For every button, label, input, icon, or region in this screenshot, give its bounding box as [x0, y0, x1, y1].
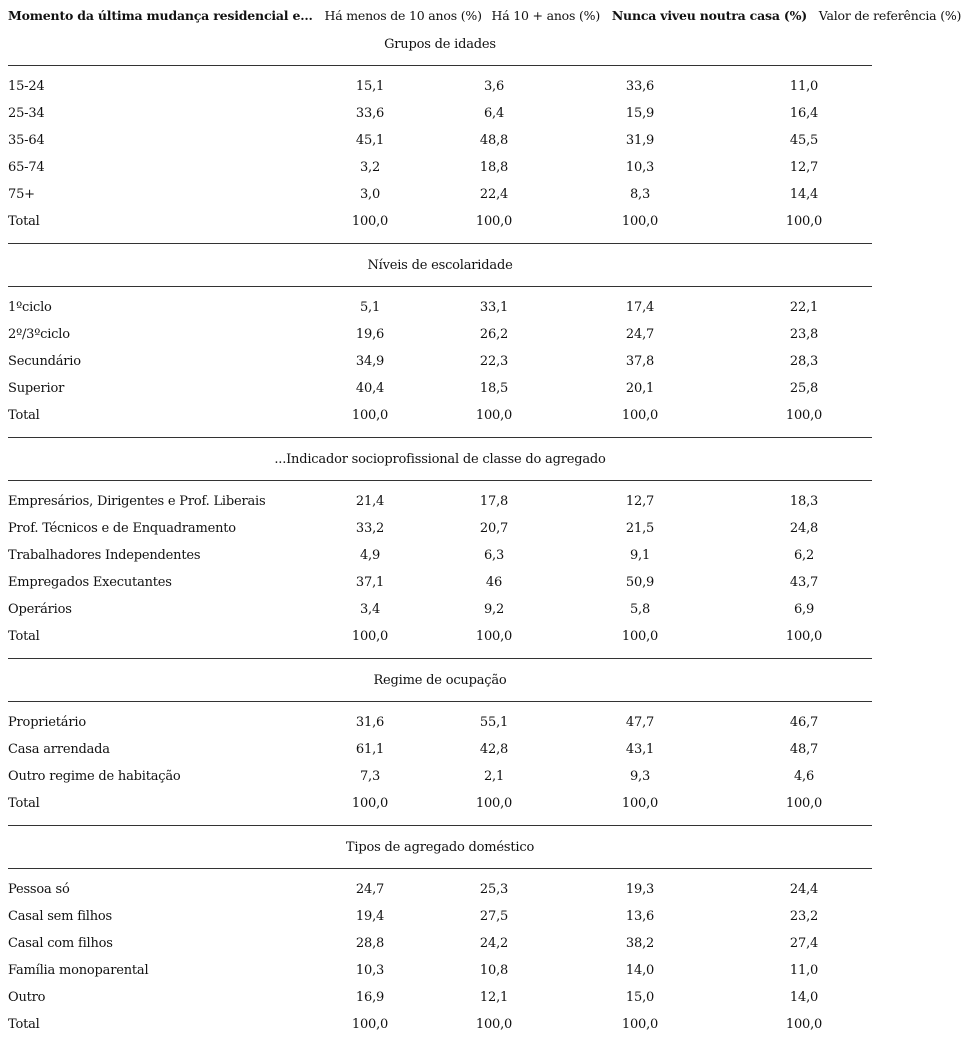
value-reference: 23,2 [789, 909, 819, 924]
table-row [8, 185, 872, 205]
value-never: 24,7 [625, 327, 655, 342]
table-row [8, 713, 872, 733]
table-row [8, 907, 872, 927]
value-less-10: 33,2 [355, 521, 385, 536]
value-never: 37,8 [625, 354, 655, 369]
value-less-10: 19,6 [355, 327, 385, 342]
value-never: 100,0 [621, 408, 659, 423]
section-title-text: ...Indicador socioprofissional de classe do agregado [274, 452, 606, 467]
value-never: 14,0 [625, 963, 655, 978]
table-row [8, 158, 872, 178]
value-never: 20,1 [625, 381, 655, 396]
value-10-plus: 100,0 [475, 1017, 513, 1032]
value-10-plus: 18,8 [479, 160, 509, 175]
value-reference: 25,8 [789, 381, 819, 396]
value-less-10: 21,4 [355, 494, 385, 509]
value-never: 19,3 [625, 882, 655, 897]
value-reference: 16,4 [789, 106, 819, 121]
table-row [8, 325, 872, 345]
value-reference: 11,0 [789, 963, 819, 978]
table-row [8, 104, 872, 124]
value-10-plus: 46 [485, 575, 503, 590]
value-10-plus: 100,0 [475, 796, 513, 811]
value-10-plus: 42,8 [479, 742, 509, 757]
value-less-10: 45,1 [355, 133, 385, 148]
header-col-moment: Momento da última mudança residencial e... [8, 8, 313, 23]
value-reference: 100,0 [785, 214, 823, 229]
value-reference: 27,4 [789, 936, 819, 951]
value-never: 9,3 [629, 769, 651, 784]
value-10-plus: 27,5 [479, 909, 509, 924]
value-reference: 43,7 [789, 575, 819, 590]
section-title-text: Regime de ocupação [373, 673, 507, 688]
value-less-10: 100,0 [351, 214, 389, 229]
value-less-10: 5,1 [359, 300, 381, 315]
value-never: 21,5 [625, 521, 655, 536]
row-label: Proprietário [8, 715, 86, 730]
row-label: Outro regime de habitação [8, 769, 181, 784]
value-10-plus: 18,5 [479, 381, 509, 396]
value-reference: 4,6 [793, 769, 815, 784]
row-label: Casal com filhos [8, 936, 113, 951]
value-less-10: 40,4 [355, 381, 385, 396]
value-less-10: 31,6 [355, 715, 385, 730]
table-row [8, 77, 872, 97]
table-header [8, 8, 961, 28]
value-10-plus: 20,7 [479, 521, 509, 536]
divider [8, 480, 872, 481]
value-never: 10,3 [625, 160, 655, 175]
value-reference: 100,0 [785, 796, 823, 811]
section-title-text: Grupos de idades [384, 37, 496, 52]
table-row [8, 1015, 872, 1035]
header-col-reference: Valor de referência (%) [818, 8, 961, 23]
table-row [8, 379, 872, 399]
value-never: 9,1 [629, 548, 651, 563]
table-row [8, 961, 872, 981]
value-reference: 23,8 [789, 327, 819, 342]
value-10-plus: 3,6 [483, 79, 505, 94]
value-never: 15,0 [625, 990, 655, 1005]
value-10-plus: 26,2 [479, 327, 509, 342]
value-reference: 22,1 [789, 300, 819, 315]
section-title-text: Tipos de agregado doméstico [345, 840, 535, 855]
value-never: 100,0 [621, 796, 659, 811]
table-row [8, 573, 872, 593]
row-label: Superior [8, 381, 65, 396]
value-never: 50,9 [625, 575, 655, 590]
value-reference: 24,4 [789, 882, 819, 897]
value-less-10: 4,9 [359, 548, 381, 563]
row-label: Total [8, 214, 40, 229]
value-reference: 48,7 [789, 742, 819, 757]
value-less-10: 34,9 [355, 354, 385, 369]
table-row [8, 298, 872, 318]
value-10-plus: 48,8 [479, 133, 509, 148]
table-row [8, 880, 872, 900]
value-reference: 11,0 [789, 79, 819, 94]
value-never: 17,4 [625, 300, 655, 315]
table-row [8, 934, 872, 954]
value-reference: 46,7 [789, 715, 819, 730]
row-label: Prof. Técnicos e de Enquadramento [8, 521, 236, 536]
value-never: 100,0 [621, 1017, 659, 1032]
table-row [8, 131, 872, 151]
table-row [8, 794, 872, 814]
value-less-10: 61,1 [355, 742, 385, 757]
table-row [8, 627, 872, 647]
header-col-10-plus: Há 10 + anos (%) [491, 8, 601, 23]
row-label: 2º/3ºciclo [8, 327, 70, 342]
value-reference: 12,7 [789, 160, 819, 175]
row-label: 35-64 [8, 133, 45, 148]
value-10-plus: 100,0 [475, 214, 513, 229]
value-less-10: 100,0 [351, 1017, 389, 1032]
section-title [8, 34, 872, 56]
value-10-plus: 17,8 [479, 494, 509, 509]
value-reference: 28,3 [789, 354, 819, 369]
value-never: 5,8 [629, 602, 651, 617]
value-less-10: 19,4 [355, 909, 385, 924]
value-never: 47,7 [625, 715, 655, 730]
value-10-plus: 24,2 [479, 936, 509, 951]
table-row [8, 492, 872, 512]
value-10-plus: 22,4 [479, 187, 509, 202]
value-never: 38,2 [625, 936, 655, 951]
value-10-plus: 25,3 [479, 882, 509, 897]
divider [8, 243, 872, 244]
value-less-10: 15,1 [355, 79, 385, 94]
value-less-10: 24,7 [355, 882, 385, 897]
value-less-10: 3,4 [359, 602, 381, 617]
divider [8, 658, 872, 659]
divider [8, 868, 872, 869]
row-label: Família monoparental [8, 963, 149, 978]
value-never: 12,7 [625, 494, 655, 509]
table-row [8, 546, 872, 566]
divider [8, 825, 872, 826]
section-title [8, 255, 872, 277]
value-never: 8,3 [629, 187, 651, 202]
table-row [8, 600, 872, 620]
section-title [8, 837, 872, 859]
divider [8, 286, 872, 287]
value-less-10: 16,9 [355, 990, 385, 1005]
table-row [8, 519, 872, 539]
value-10-plus: 100,0 [475, 629, 513, 644]
value-never: 13,6 [625, 909, 655, 924]
value-10-plus: 12,1 [479, 990, 509, 1005]
value-10-plus: 33,1 [479, 300, 509, 315]
value-never: 100,0 [621, 629, 659, 644]
row-label: Pessoa só [8, 882, 70, 897]
row-label: Empresários, Dirigentes e Prof. Liberais [8, 494, 266, 509]
row-label: Operários [8, 602, 72, 617]
value-reference: 100,0 [785, 408, 823, 423]
value-less-10: 10,3 [355, 963, 385, 978]
row-label: 25-34 [8, 106, 45, 121]
value-10-plus: 55,1 [479, 715, 509, 730]
value-less-10: 100,0 [351, 796, 389, 811]
row-label: Empregados Executantes [8, 575, 172, 590]
section-title [8, 449, 872, 471]
row-label: 75+ [8, 187, 35, 202]
table-row [8, 406, 872, 426]
row-label: 1ºciclo [8, 300, 52, 315]
value-less-10: 3,0 [359, 187, 381, 202]
value-never: 15,9 [625, 106, 655, 121]
row-label: Casa arrendada [8, 742, 110, 757]
row-label: Outro [8, 990, 46, 1005]
value-reference: 14,4 [789, 187, 819, 202]
divider [8, 65, 872, 66]
value-less-10: 33,6 [355, 106, 385, 121]
row-label: 15-24 [8, 79, 45, 94]
value-10-plus: 2,1 [483, 769, 505, 784]
row-label: Total [8, 796, 40, 811]
table-row [8, 988, 872, 1008]
value-reference: 14,0 [789, 990, 819, 1005]
row-label: 65-74 [8, 160, 45, 175]
value-10-plus: 6,4 [483, 106, 505, 121]
table-row [8, 740, 872, 760]
divider [8, 701, 872, 702]
value-never: 100,0 [621, 214, 659, 229]
value-never: 31,9 [625, 133, 655, 148]
value-10-plus: 22,3 [479, 354, 509, 369]
value-reference: 6,2 [793, 548, 815, 563]
value-less-10: 100,0 [351, 408, 389, 423]
row-label: Total [8, 1017, 40, 1032]
value-less-10: 7,3 [359, 769, 381, 784]
value-10-plus: 6,3 [483, 548, 505, 563]
value-less-10: 3,2 [359, 160, 381, 175]
value-reference: 100,0 [785, 1017, 823, 1032]
value-reference: 24,8 [789, 521, 819, 536]
value-reference: 18,3 [789, 494, 819, 509]
table-row [8, 212, 872, 232]
section-title [8, 670, 872, 692]
value-reference: 45,5 [789, 133, 819, 148]
row-label: Total [8, 408, 40, 423]
header-col-less-10: Há menos de 10 anos (%) [324, 8, 482, 23]
divider [8, 437, 872, 438]
row-label: Casal sem filhos [8, 909, 113, 924]
value-never: 43,1 [625, 742, 655, 757]
value-reference: 6,9 [793, 602, 815, 617]
row-label: Trabalhadores Independentes [8, 548, 201, 563]
section-title-text: Níveis de escolaridade [367, 258, 513, 273]
row-label: Total [8, 629, 40, 644]
value-10-plus: 100,0 [475, 408, 513, 423]
value-10-plus: 9,2 [483, 602, 505, 617]
value-less-10: 37,1 [355, 575, 385, 590]
value-10-plus: 10,8 [479, 963, 509, 978]
row-label: Secundário [8, 354, 81, 369]
value-reference: 100,0 [785, 629, 823, 644]
value-less-10: 28,8 [355, 936, 385, 951]
table-row [8, 767, 872, 787]
value-never: 33,6 [625, 79, 655, 94]
table-row [8, 352, 872, 372]
header-col-never: Nunca viveu noutra casa (%) [611, 8, 807, 23]
value-less-10: 100,0 [351, 629, 389, 644]
